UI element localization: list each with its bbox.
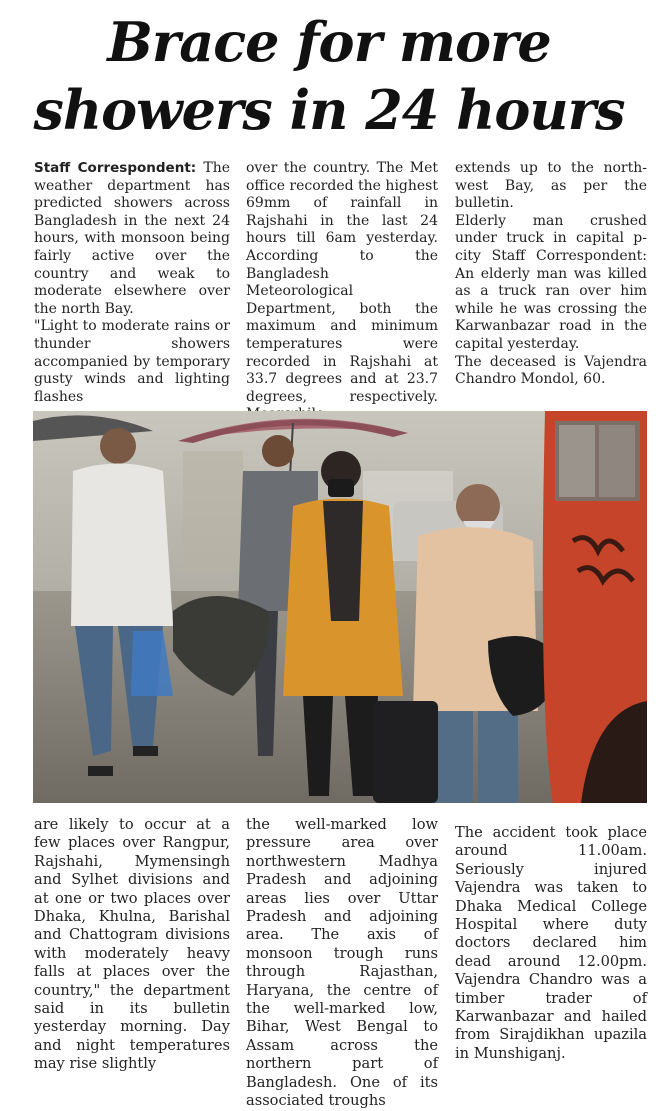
red-bus bbox=[543, 411, 647, 803]
headline bbox=[0, 8, 658, 144]
byline: Staff Correspondent: bbox=[34, 160, 197, 176]
paragraph: The deceased is Vajendra Chandro Mondol, 60. bbox=[455, 353, 647, 388]
news-photo bbox=[33, 411, 647, 803]
article-column-bottom-1 bbox=[34, 816, 230, 1074]
headline-line-1: Brace for more bbox=[107, 10, 551, 74]
article-column-top-2 bbox=[246, 160, 438, 424]
quote-paragraph: "Light to moderate rains or thunder showers accompanied by temporary gusty winds and lighting flashes bbox=[34, 318, 230, 405]
paragraph: over the country. The Met office recorded the highest 69mm of rainfall in Rajshahi in the last 24 hours till 6am yesterday. According to the Bangladesh Meteorological Department, both the maximum and minimum temperatures were recorded in Rajshahi at 33.7 degrees and at 23.7 degrees, respectively. bbox=[246, 160, 438, 405]
paragraph: Elderly man crushed under truck in capital p-city Staff Correspondent: An elderly man was killed as a truck ran over him while he was crossing the Karwanbazar road in the capital yesterday. bbox=[455, 212, 647, 352]
article-column-bottom-2 bbox=[246, 816, 438, 1111]
paragraph: The accident took place around 11.00am. Seriously injured Vajendra was taken to Dhaka Medical College Hospital where duty doctors declared him dead around 12.00pm. Vajendra Chandro was a timber trader of Karwanbazar and hailed from Sirajdikhan upazila in Munshiganj. bbox=[455, 824, 647, 1062]
headline-line-2: showers in 24 hours bbox=[33, 78, 625, 142]
paragraph: the well-marked low pressure area over northwestern Madhya Pradesh and adjoining areas lies over Uttar Pradesh and adjoining area. The axis of monsoon trough runs through Rajasthan, Haryana, the centre of the well-marked low, Bihar, West Bengal to Assam across the northern part of Bangladesh. One of its associated troughs bbox=[246, 816, 438, 1110]
article-column-top-3 bbox=[455, 160, 647, 389]
article-column-top-1 bbox=[34, 160, 230, 406]
article-column-bottom-3 bbox=[455, 824, 647, 1063]
lead-paragraph bbox=[34, 160, 230, 318]
bag bbox=[373, 701, 438, 803]
paragraph: are likely to occur at a few places over Rangpur, Rajshahi, Mymensingh and Sylhet divisions and at one or two places over Dhaka, Khulna, Barishal and Chattogram divisions with moderately heavy falls at places over the country," the department said in its bulletin yesterday morning. Day and night temperatures may rise slightly bbox=[34, 816, 230, 1073]
rain-street-photo bbox=[33, 411, 647, 803]
paragraph: extends up to the north-west Bay, as per the bulletin. bbox=[455, 160, 647, 212]
lead-text: The weather department has predicted showers across Bangladesh in the next 24 hours, with monsoon being fairly active over the country and weak to moderate elsewhere over the north Bay. bbox=[34, 160, 230, 317]
